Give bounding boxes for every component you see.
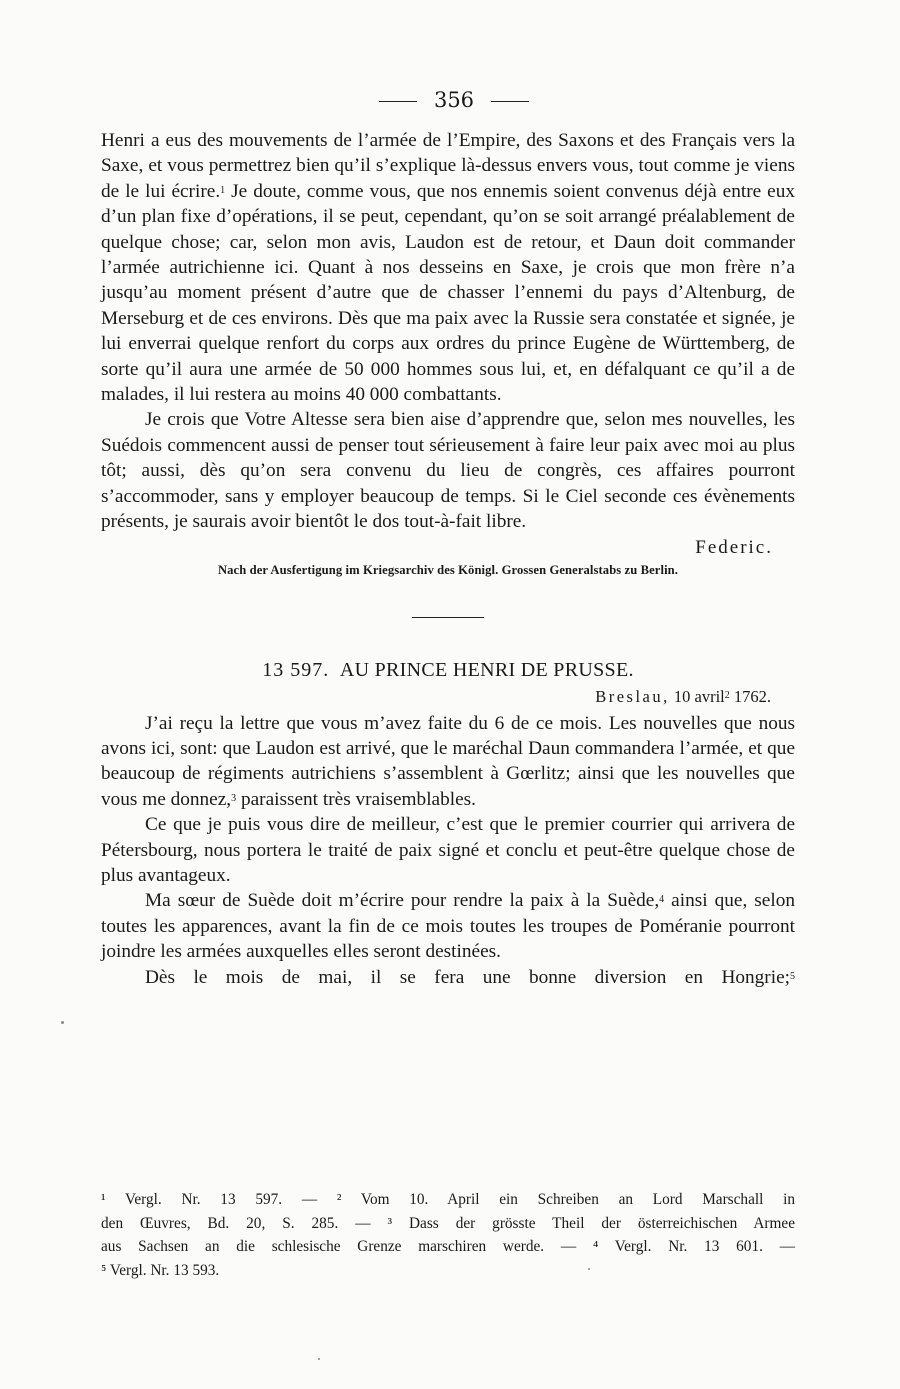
scan-speck — [318, 1358, 320, 1360]
previous-letter-continuation — [101, 128, 795, 579]
paragraph-text: ainsi que, selon toutes les apparences, avant la fin de ce mois toutes les troupes de Poméranie pourront joindre les armées auxquelles elles seront destinées. — [101, 890, 795, 963]
footnote-line: den Œuvres, Bd. 20, S. 285. — ³ Dass der grösste Theil der österreichischen Armee — [101, 1214, 795, 1232]
page-header — [113, 85, 795, 115]
paragraph-text: Dès le mois de mai, il se fera une bonne diversion en Hongrie; — [145, 966, 790, 988]
footnote-line: ⁵ Vergl. Nr. 13 593. — [101, 1261, 220, 1279]
header-dash-right — [491, 101, 529, 102]
footnote-ref: 5 — [790, 970, 795, 982]
footnotes — [101, 1188, 795, 1282]
paragraph-text: paraissent très vraisemblables. — [236, 788, 476, 810]
footnote-ref: 4 — [659, 894, 665, 906]
scan-speck — [588, 1268, 590, 1270]
letter-date: 10 avril — [673, 686, 725, 706]
letter-heading — [101, 657, 795, 683]
page-number: 356 — [433, 88, 475, 112]
footnote-ref: 3 — [231, 792, 237, 804]
letter-body — [101, 711, 795, 990]
footnote-line: ¹ Vergl. Nr. 13 597. — ² Vom 10. April ein Schreiben an Lord Marschall in — [101, 1191, 795, 1208]
paragraph-text: Henri a eus des mouvements de l’armée de l’Empire, des Saxons et des Français vers la Saxe, et vous permettrez bien qu’il s’explique là-dessus envers vous, tout comme je viens de le lui écrire. — [101, 130, 795, 202]
letter-title: AU PRINCE HENRI DE PRUSSE. — [339, 658, 634, 681]
signature: Federic. — [695, 536, 773, 558]
paragraph — [101, 965, 795, 990]
letter-year: 1762. — [733, 686, 771, 706]
footnote-ref: 2 — [724, 689, 730, 701]
paragraph-text: Ma sœur de Suède doit m’écrire pour rendre la paix à la Suède, — [145, 890, 660, 912]
paragraph — [101, 888, 795, 964]
footnote-line: aus Sachsen an die schlesische Grenze marschiren werde. — ⁴ Vergl. Nr. 13 601. — — [101, 1238, 795, 1255]
letter-number: 13 597. — [262, 658, 330, 681]
paragraph: Je crois que Votre Altesse sera bien aise d’apprendre que, selon mes nouvelles, les Suédois commencent aussi de penser tout sérieusement à faire leur paix avec moi au plus tôt; aussi, dès qu’on sera convenu du lieu de congrès, ces affaires pourront s’accommoder, sans y employer beaucoup de temps. Si le Ciel seconde ces évènements présents, je saurais avoir bientôt le dos tout-à-fait libre. — [101, 409, 795, 533]
letter-dateline — [101, 685, 771, 709]
paragraph: Ce que je puis vous dire de meilleur, c’est que le premier courrier qui arrivera de Pétersbourg, nous portera le traité de paix signé et conclu et peut-être quelque chose de plus avantageux. — [101, 814, 795, 886]
scan-speck — [61, 1021, 64, 1024]
footnote-ref: 1 — [220, 184, 226, 196]
paragraph — [101, 711, 795, 813]
paragraph-text: J’ai reçu la lettre que vous m’avez faite du 6 de ce mois. Les nouvelles que nous avons ici, sont: que Laudon est arrivé, que le maréchal Daun commandera l’armée, et que beaucoup de régiments autrichiens s’assemblent à Gœrlitz; ainsi que les nouvelles que vous me donnez, — [101, 712, 795, 810]
section-divider — [412, 617, 484, 618]
source-note: Nach der Ausfertigung im Kriegsarchiv des Königl. Grossen Generalstabs zu Berlin. — [217, 562, 679, 577]
paragraph-text: Je doute, comme vous, que nos ennemis soient convenus déjà entre eux d’un plan fixe d’opérations, il se peut, cependant, qu’on se soit arrangé préalablement de quelque chose; car, selon mon avis, Laudon est de retour, et Daun doit commander l’armée autrichienne ici. Quant à nos desseins en Saxe, je crois que mon frère n’a jusqu’au moment présent d’autre que de chasser l’ennemi du pays d’Altenburg, de Merseburg et de ces environs. Dès que ma paix avec la Russie sera constatée et signée, je lui enverrai quelque renfort du corps aux ordres du prince Eugène de Württemberg, de sorte qu’il aura une armée de 50 000 hommes sous lui, et, en défalquant ce qu’il a de malades, il lui restera au moins 40 000 combattants. — [101, 180, 796, 406]
paragraph — [101, 128, 795, 407]
header-dash-left — [379, 101, 417, 102]
page-body — [101, 85, 795, 990]
letter-place: Breslau, — [595, 686, 670, 706]
